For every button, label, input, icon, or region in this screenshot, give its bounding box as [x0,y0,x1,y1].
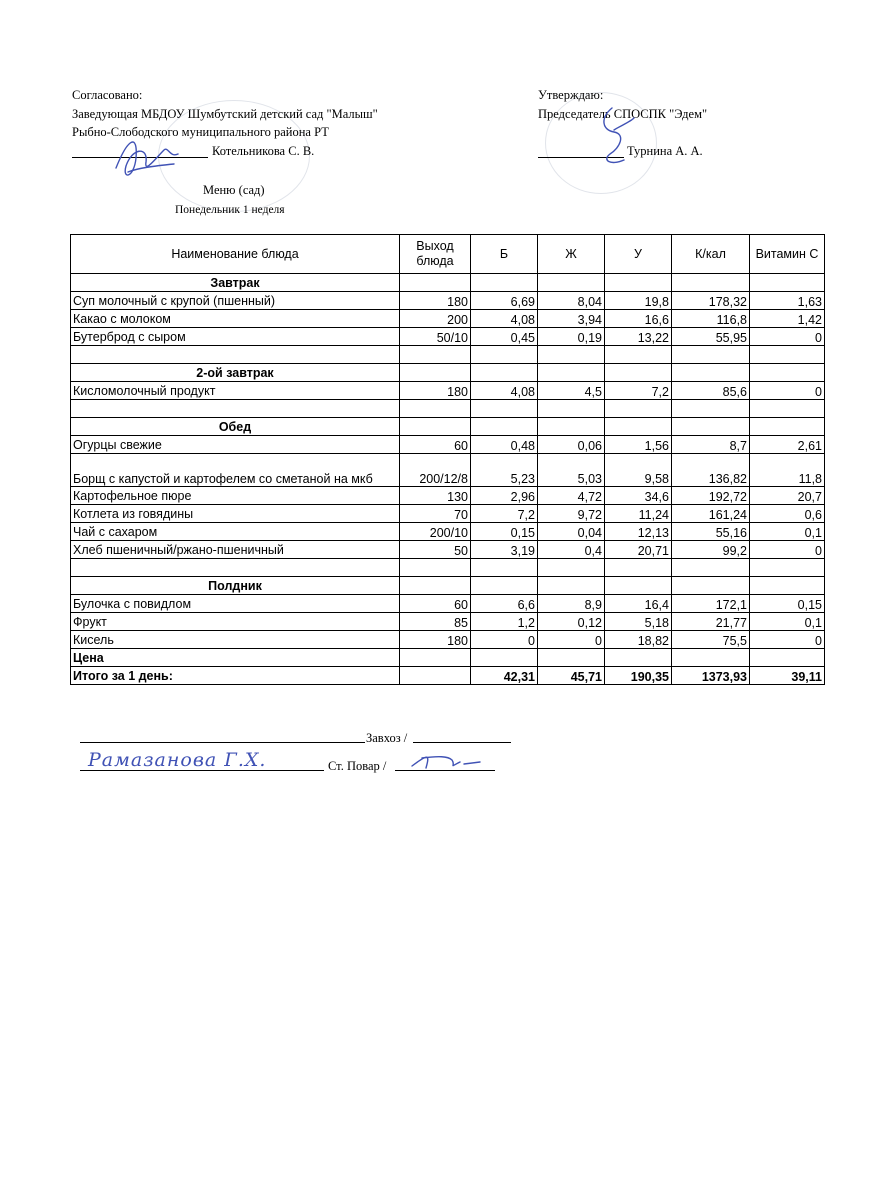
value-cell-u: 20,71 [605,541,672,559]
value-cell-kcal [672,559,750,577]
menu-table-body [71,274,825,685]
value-cell-vitc: 0,15 [750,595,825,613]
value-cell-b: 4,08 [471,310,538,328]
value-cell-b: 7,2 [471,505,538,523]
dish-name-cell: Полдник [71,577,400,595]
value-cell-kcal: 1373,93 [672,667,750,685]
summary-row [71,667,825,685]
value-cell-zh [538,577,605,595]
value-cell-vitc [750,400,825,418]
value-cell-zh: 5,03 [538,454,605,487]
section-row [71,577,825,595]
value-cell-zh [538,400,605,418]
value-cell-kcal: 75,5 [672,631,750,649]
value-cell-kcal [672,274,750,292]
value-cell-out: 200 [400,310,471,328]
value-cell-kcal: 55,16 [672,523,750,541]
dish-name-cell [71,346,400,364]
value-cell-out: 180 [400,382,471,400]
dish-name-cell [71,559,400,577]
col-header-name: Наименование блюда [71,235,400,274]
right-position-line1: Председатель СПОСПК "Эдем" [538,107,708,121]
left-position-line1: Заведующая МБДОУ Шумбутский детский сад "Малыш" [72,107,378,121]
cook-handwritten-name: Рамазанова Г.Х. [88,749,267,771]
value-cell-zh: 9,72 [538,505,605,523]
value-cell-b: 0,45 [471,328,538,346]
table-header-row [71,235,825,274]
value-cell-vitc: 1,63 [750,292,825,310]
value-cell-vitc: 0 [750,541,825,559]
col-header-output: Выход блюда [400,235,471,274]
value-cell-vitc [750,274,825,292]
value-cell-u: 5,18 [605,613,672,631]
value-cell-kcal [672,364,750,382]
dish-name-cell: Чай с сахаром [71,523,400,541]
dish-name-cell: Обед [71,418,400,436]
value-cell-out: 50 [400,541,471,559]
dish-name-cell: Кисломолочный продукт [71,382,400,400]
value-cell-vitc: 0,6 [750,505,825,523]
value-cell-b [471,577,538,595]
value-cell-u [605,274,672,292]
value-cell-out: 85 [400,613,471,631]
value-cell-b: 4,08 [471,382,538,400]
value-cell-kcal: 116,8 [672,310,750,328]
dish-name-cell: Кисель [71,631,400,649]
value-cell-b [471,274,538,292]
value-cell-zh [538,559,605,577]
value-cell-out [400,364,471,382]
value-cell-vitc: 39,11 [750,667,825,685]
value-cell-b [471,364,538,382]
section-row [71,418,825,436]
value-cell-b [471,418,538,436]
value-cell-zh [538,346,605,364]
empty-row [71,559,825,577]
value-cell-kcal: 136,82 [672,454,750,487]
value-cell-out [400,400,471,418]
value-cell-u: 7,2 [605,382,672,400]
dish-name-cell [71,400,400,418]
value-cell-kcal: 178,32 [672,292,750,310]
zavhoz-signature-line-right [413,742,511,743]
value-cell-zh: 0 [538,631,605,649]
col-header-protein: Б [471,235,538,274]
value-cell-b: 3,19 [471,541,538,559]
value-cell-zh: 0,06 [538,436,605,454]
value-cell-out: 180 [400,631,471,649]
value-cell-b: 0,48 [471,436,538,454]
dish-name-cell: Завтрак [71,274,400,292]
right-signer-name: Турнина А. А. [627,144,703,158]
value-cell-vitc: 0 [750,631,825,649]
value-cell-kcal: 99,2 [672,541,750,559]
value-cell-out [400,418,471,436]
dish-name-cell: Огурцы свежие [71,436,400,454]
value-cell-vitc: 11,8 [750,454,825,487]
dish-name-cell: Хлеб пшеничный/ржано-пшеничный [71,541,400,559]
value-cell-u: 9,58 [605,454,672,487]
left-signer-name: Котельникова С. В. [212,144,315,158]
value-cell-zh: 0,19 [538,328,605,346]
col-header-carbs: У [605,235,672,274]
value-cell-out [400,274,471,292]
col-header-vitamin-c: Витамин С [750,235,825,274]
table-row [71,454,825,487]
value-cell-zh: 45,71 [538,667,605,685]
table-row [71,310,825,328]
value-cell-kcal [672,649,750,667]
menu-day: Понедельник 1 неделя [175,204,285,216]
dish-name-cell: Какао с молоком [71,310,400,328]
value-cell-out [400,649,471,667]
value-cell-zh: 3,94 [538,310,605,328]
value-cell-kcal [672,418,750,436]
value-cell-kcal [672,577,750,595]
value-cell-zh [538,649,605,667]
value-cell-u: 19,8 [605,292,672,310]
dish-name-cell: Итого за 1 день: [71,667,400,685]
value-cell-b: 0,15 [471,523,538,541]
value-cell-zh: 0,4 [538,541,605,559]
value-cell-vitc: 0 [750,382,825,400]
section-row [71,364,825,382]
value-cell-b [471,559,538,577]
value-cell-out [400,577,471,595]
dish-name-cell: Цена [71,649,400,667]
value-cell-vitc [750,649,825,667]
value-cell-b: 2,96 [471,487,538,505]
value-cell-kcal: 8,7 [672,436,750,454]
empty-row [71,346,825,364]
value-cell-u: 11,24 [605,505,672,523]
value-cell-b: 0 [471,631,538,649]
value-cell-out: 200/12/8 [400,454,471,487]
value-cell-b: 6,69 [471,292,538,310]
section-row [71,274,825,292]
value-cell-zh: 4,5 [538,382,605,400]
value-cell-kcal: 21,77 [672,613,750,631]
menu-table [70,234,825,685]
value-cell-u [605,346,672,364]
table-row [71,613,825,631]
table-row [71,292,825,310]
right-signature [590,100,640,175]
value-cell-u: 18,82 [605,631,672,649]
value-cell-u: 34,6 [605,487,672,505]
value-cell-vitc: 20,7 [750,487,825,505]
table-row [71,595,825,613]
value-cell-u [605,400,672,418]
value-cell-vitc [750,346,825,364]
value-cell-zh [538,274,605,292]
dish-name-cell: Фрукт [71,613,400,631]
dish-name-cell: Суп молочный с крупой (пшенный) [71,292,400,310]
value-cell-vitc: 0 [750,328,825,346]
dish-name-cell: Булочка с повидлом [71,595,400,613]
value-cell-out: 50/10 [400,328,471,346]
value-cell-zh: 0,12 [538,613,605,631]
value-cell-zh: 8,04 [538,292,605,310]
value-cell-u [605,559,672,577]
value-cell-out [400,667,471,685]
value-cell-b [471,400,538,418]
value-cell-b [471,649,538,667]
value-cell-out: 70 [400,505,471,523]
value-cell-u [605,577,672,595]
value-cell-u [605,649,672,667]
value-cell-kcal [672,400,750,418]
value-cell-vitc [750,364,825,382]
table-row [71,328,825,346]
agreed-label: Согласовано: [72,88,143,102]
value-cell-out: 200/10 [400,523,471,541]
value-cell-u: 16,4 [605,595,672,613]
cook-signature [408,748,488,778]
value-cell-vitc [750,577,825,595]
value-cell-vitc [750,418,825,436]
value-cell-out: 60 [400,595,471,613]
value-cell-b [471,346,538,364]
summary-row [71,649,825,667]
value-cell-b: 6,6 [471,595,538,613]
value-cell-b: 1,2 [471,613,538,631]
value-cell-vitc: 1,42 [750,310,825,328]
left-position-line2: Рыбно-Слободского муниципального района РТ [72,125,329,139]
dish-name-cell: Бутерброд с сыром [71,328,400,346]
value-cell-u: 13,22 [605,328,672,346]
zavhoz-signature-line-left [80,742,365,743]
table-row [71,436,825,454]
value-cell-kcal: 55,95 [672,328,750,346]
cook-label: Ст. Повар / [328,759,387,773]
table-row [71,541,825,559]
left-signature [108,128,188,188]
value-cell-b: 42,31 [471,667,538,685]
menu-title: Меню (сад) [203,183,265,197]
table-row [71,487,825,505]
value-cell-u [605,364,672,382]
dish-name-cell: 2-ой завтрак [71,364,400,382]
value-cell-u: 12,13 [605,523,672,541]
value-cell-u: 1,56 [605,436,672,454]
dish-name-cell: Картофельное пюре [71,487,400,505]
value-cell-kcal: 172,1 [672,595,750,613]
col-header-kcal: К/кал [672,235,750,274]
value-cell-out [400,559,471,577]
approved-label: Утверждаю: [538,88,604,102]
value-cell-out [400,346,471,364]
value-cell-zh: 0,04 [538,523,605,541]
zavhoz-label: Завхоз / [366,731,408,745]
value-cell-vitc: 0,1 [750,613,825,631]
value-cell-out: 60 [400,436,471,454]
empty-row [71,400,825,418]
value-cell-zh [538,418,605,436]
value-cell-zh: 8,9 [538,595,605,613]
col-header-fat: Ж [538,235,605,274]
value-cell-zh: 4,72 [538,487,605,505]
value-cell-u: 190,35 [605,667,672,685]
value-cell-kcal: 85,6 [672,382,750,400]
value-cell-vitc: 0,1 [750,523,825,541]
value-cell-out: 180 [400,292,471,310]
value-cell-kcal: 161,24 [672,505,750,523]
value-cell-b: 5,23 [471,454,538,487]
value-cell-vitc [750,559,825,577]
value-cell-vitc: 2,61 [750,436,825,454]
value-cell-kcal [672,346,750,364]
value-cell-out: 130 [400,487,471,505]
table-row [71,505,825,523]
table-row [71,382,825,400]
value-cell-u: 16,6 [605,310,672,328]
dish-name-cell: Борщ с капустой и картофелем со сметаной на мкб [71,454,400,487]
table-row [71,631,825,649]
table-row [71,523,825,541]
value-cell-u [605,418,672,436]
value-cell-zh [538,364,605,382]
value-cell-kcal: 192,72 [672,487,750,505]
dish-name-cell: Котлета из говядины [71,505,400,523]
